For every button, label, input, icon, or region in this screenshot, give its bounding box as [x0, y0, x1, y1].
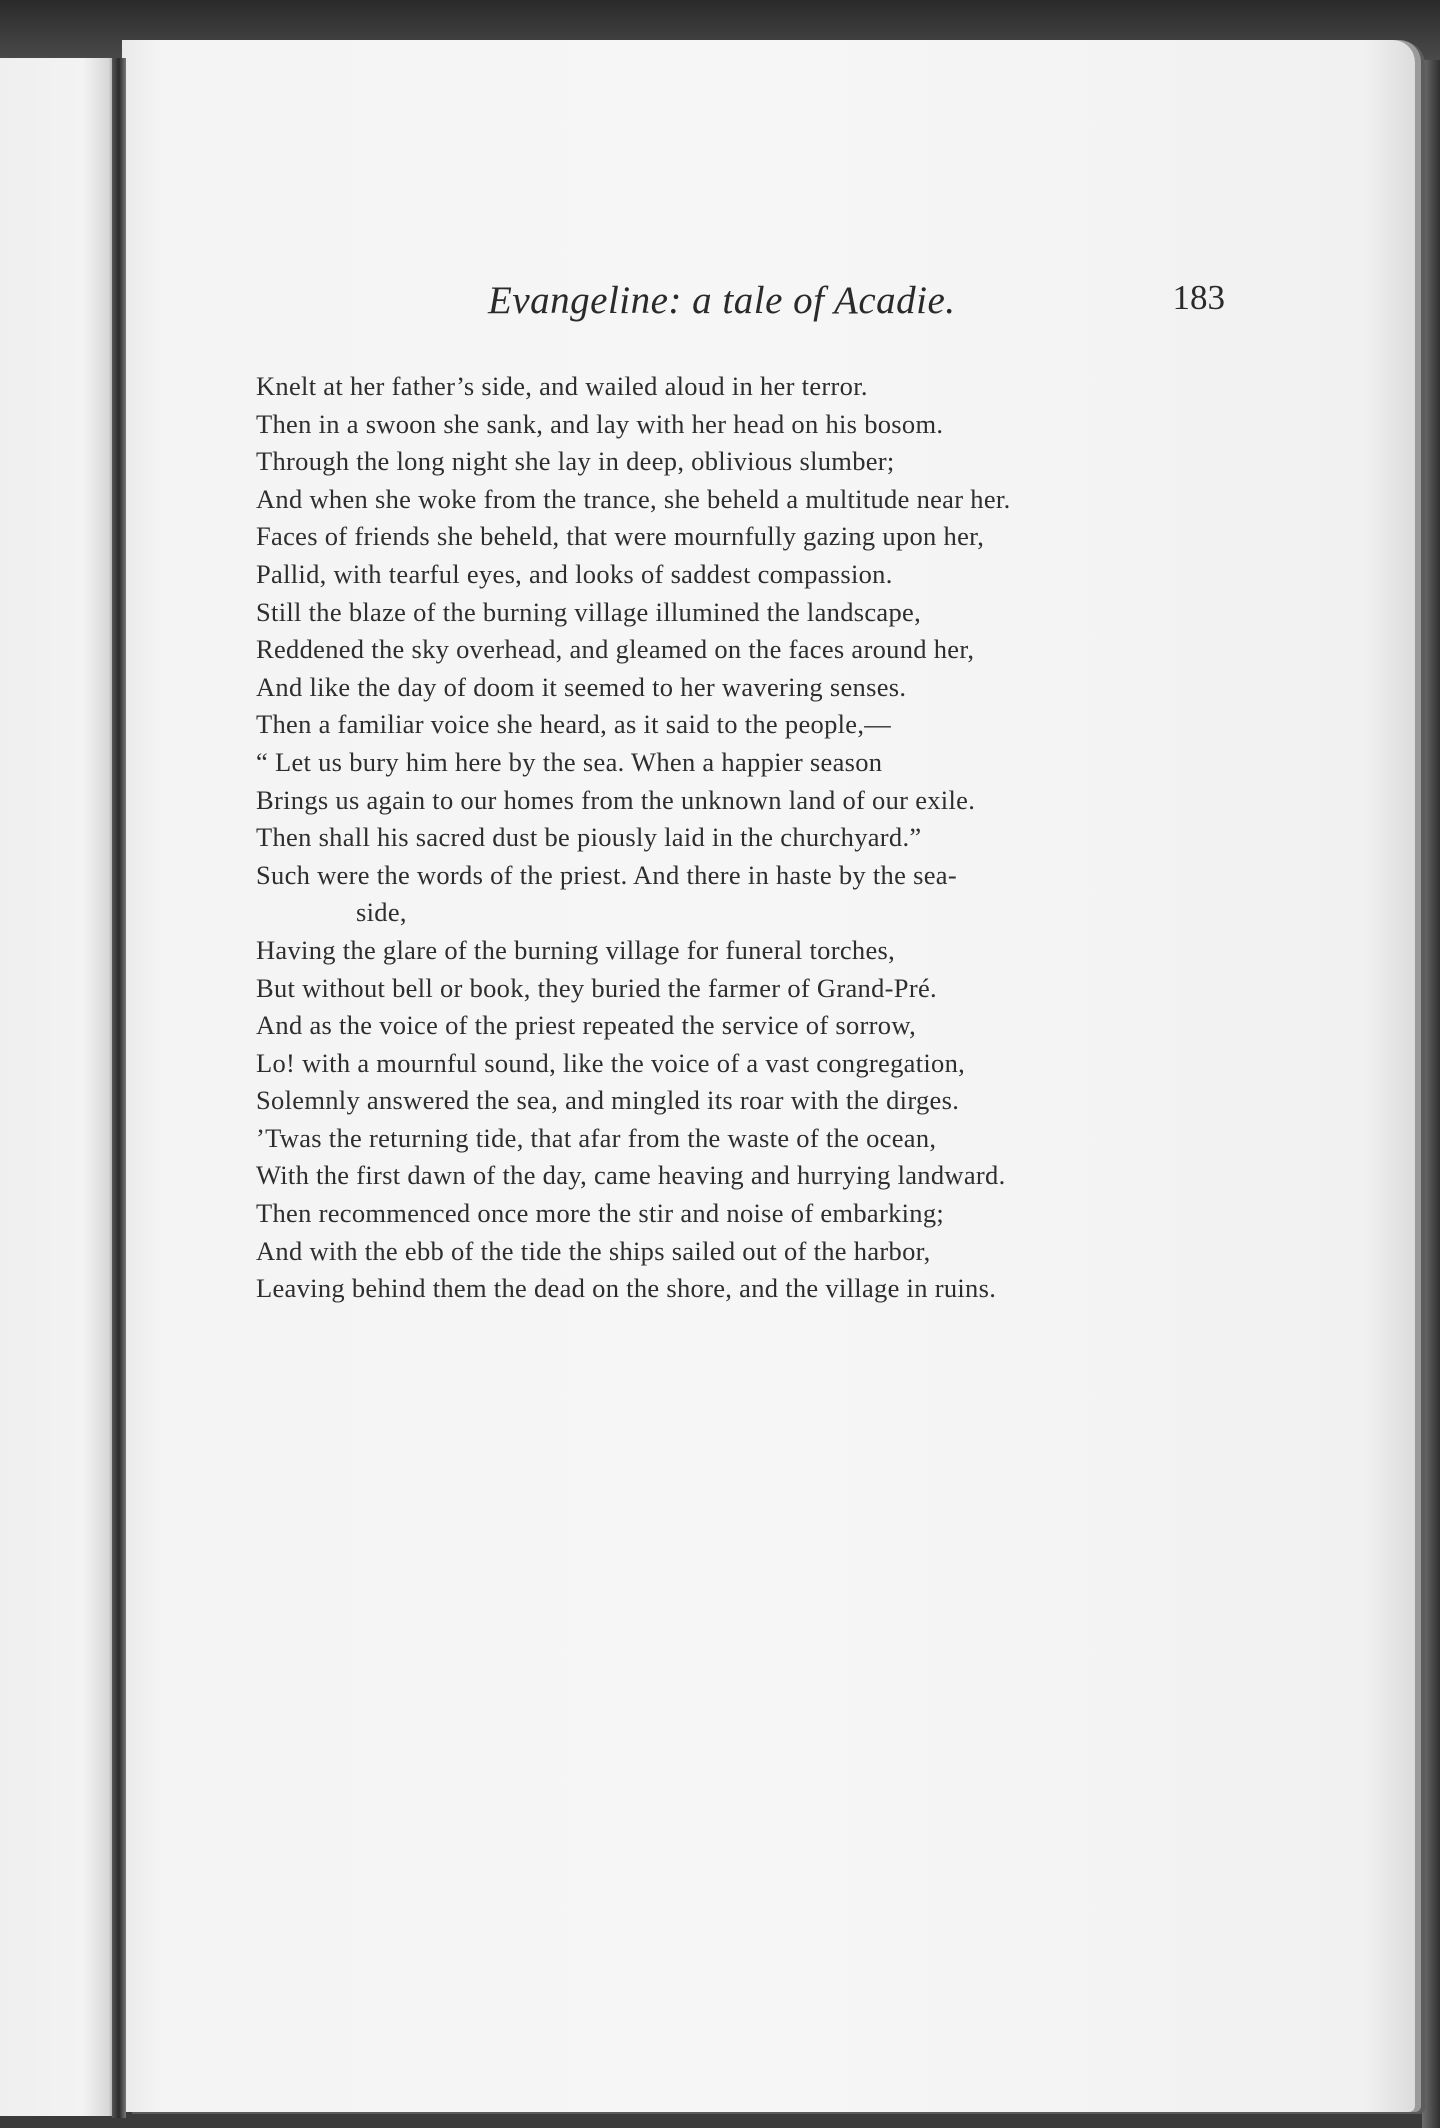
poem-line: ’Twas the returning tide, that afar from the waste of the ocean, [256, 1122, 937, 1153]
poem-line: Lo! with a mournful sound, like the voice of a vast congregation, [256, 1047, 966, 1078]
poem-line: Then recommenced once more the stir and noise of embarking; [256, 1198, 945, 1229]
poem-line: Then in a swoon she sank, and lay with her head on his bosom. [256, 408, 944, 439]
book-edge [1422, 60, 1440, 2128]
poem-line: Through the long night she lay in deep, oblivious slumber; [256, 446, 895, 477]
poem-line: Brings us again to our homes from the unknown land of our exile. [256, 784, 976, 815]
running-title: Evangeline: a tale of Acadie. [488, 279, 956, 322]
facing-page-edge [0, 58, 118, 2116]
poem-line: Such were the words of the priest. And there in haste by the sea- [256, 859, 957, 890]
poem-line: Faces of friends she beheld, that were mournfully gazing upon her, [256, 521, 985, 552]
book-gutter [112, 58, 126, 2118]
poem-line-continuation: side, [356, 897, 407, 928]
poem-line: Leaving behind them the dead on the shore, and the village in ruins. [256, 1273, 997, 1304]
poem-line: And with the ebb of the tide the ships sailed out of the harbor, [256, 1235, 931, 1266]
poem-line: Then a familiar voice she heard, as it said to the people,— [256, 709, 892, 740]
poem-line: With the first dawn of the day, came heaving and hurrying landward. [256, 1160, 1006, 1191]
poem-line: But without bell or book, they buried the farmer of Grand-Pré. [256, 972, 937, 1003]
poem-line: Solemnly answered the sea, and mingled its roar with the dirges. [256, 1085, 960, 1116]
poem-line: Knelt at her father’s side, and wailed aloud in her terror. [256, 371, 868, 401]
poem-line: Still the blaze of the burning village illumined the landscape, [256, 596, 922, 627]
poem-line: Reddened the sky overhead, and gleamed on the faces around her, [256, 634, 975, 665]
page-number: 183 [1172, 278, 1225, 317]
poem-line: “ Let us bury him here by the sea. When a happier season [256, 746, 883, 777]
running-head [480, 278, 1225, 338]
poem-line: And as the voice of the priest repeated the service of sorrow, [256, 1010, 916, 1041]
poem-line: Pallid, with tearful eyes, and looks of saddest compassion. [256, 558, 893, 589]
poem-text [256, 368, 1256, 1308]
poem-line: And like the day of doom it seemed to her wavering senses. [256, 671, 907, 702]
poem-line: And when she woke from the trance, she beheld a multitude near her. [256, 483, 1011, 514]
poem-line: Having the glare of the burning village for funeral torches, [256, 934, 896, 965]
poem-line: Then shall his sacred dust be piously laid in the churchyard.” [256, 822, 922, 853]
